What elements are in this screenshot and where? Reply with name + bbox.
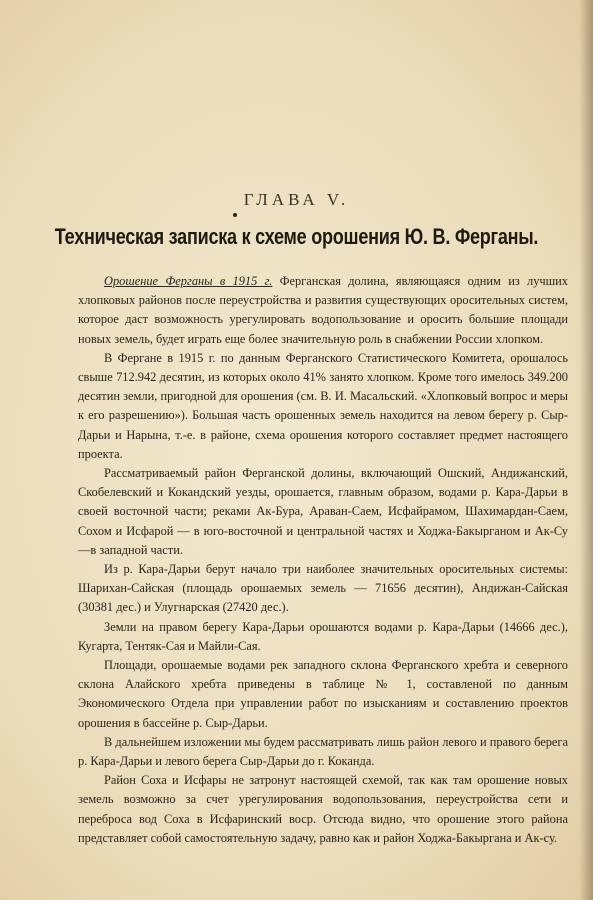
- paragraph-6: Площади, орошаемые водами рек западного склона Ферганского хребта и северного склона Алайского хребта приведены в таблице № 1, составленой по данным Экономического Отдела при управлении работ по изысканиям и составлению проектов орошения в бассейне р. Сыр-Дарьи.: [78, 658, 568, 730]
- paragraph-4: Из р. Кара-Дарьи берут начало три наиболее значительных оросительных системы: Шарихан-Сайская (площадь орошаемых земель — 71656 десятин), Андижан-Сайская (30381 дес.) и Улугнарская (27420 дес.).: [78, 562, 568, 615]
- paragraph-2: В Фергане в 1915 г. по данным Ферганского Статистического Комитета, орошалось свыше 712.942 десятин, из которых около 41% занято хлопком. Кроме того имелось 349.200 десятин земли, пригодной для орошения (см. В. И. Масальский. «Хлопковый вопрос и меры к его разрешению»). Большая часть орошенных земель находится на левом берегу р. Сыр-Дарьи и Нарына, т.-е. в районе, схема орошения которого составляет предмет настоящего проекта.: [78, 350, 568, 461]
- page-spine-shadow: [579, 0, 593, 900]
- paragraph-5: Земли на правом берегу Кара-Дарьи орошаются водами р. Кара-Дарьи (14666 дес.), Кугарта, Тентяк-Сая и Майли-Сая.: [78, 619, 568, 653]
- paragraph-lead: Орошение Ферганы в 1915 г.: [104, 274, 273, 288]
- paragraph-text: Ферганская долина, являющаяся одним из лучших хлопковых районов после переустройства и развития существующих оросительных систем, которое даст возможность урегулировать водопользование и оросить большие площади новых земель, будет играть еще более значительную роль в снабжении России хлопком.: [78, 274, 568, 346]
- paragraph-7: В дальнейшем изложении мы будем рассматривать лишь район левого и правого берега р. Кара-Дарьи и левого берега Сыр-Дарьи до г. Коканда.: [78, 734, 568, 769]
- chapter-heading: ГЛАВА V.: [243, 190, 350, 209]
- body-text: [78, 272, 568, 848]
- paragraph-8: Район Соха и Исфары не затронут настоящей схемой, так как там орошение новых земель возможно за счет урегулирования водопользования, переустройства сети и переброса вод Соха в Исфаринский воср. Отсюда видно, что орошение этого района представляет собой самостоятельную задачу, равно как и район Ходжа-Бакыргана и Ак-су.: [78, 773, 568, 845]
- bleed-through-text: [270, 5, 570, 155]
- page-title: Техническая записка к схеме орошения Ю. В. Ферганы.: [54, 224, 539, 249]
- ink-dot: [233, 213, 237, 217]
- paragraph-1: [78, 272, 568, 349]
- paragraph-3: Рассматриваемый район Ферганской долины, включающий Ошский, Андижанский, Скобелевский и Кокандский уезды, орошается, главным образом, водами р. Кара-Дарьи в своей восточной части; реками Ак-Бура, Араван-Саем, Исфайрамом, Шахимардан-Саем, Сохом и Исфарой — в юго-восточной и центральной частях и Ходжа-Бакырганом и Ак-Су—в западной части.: [78, 466, 568, 557]
